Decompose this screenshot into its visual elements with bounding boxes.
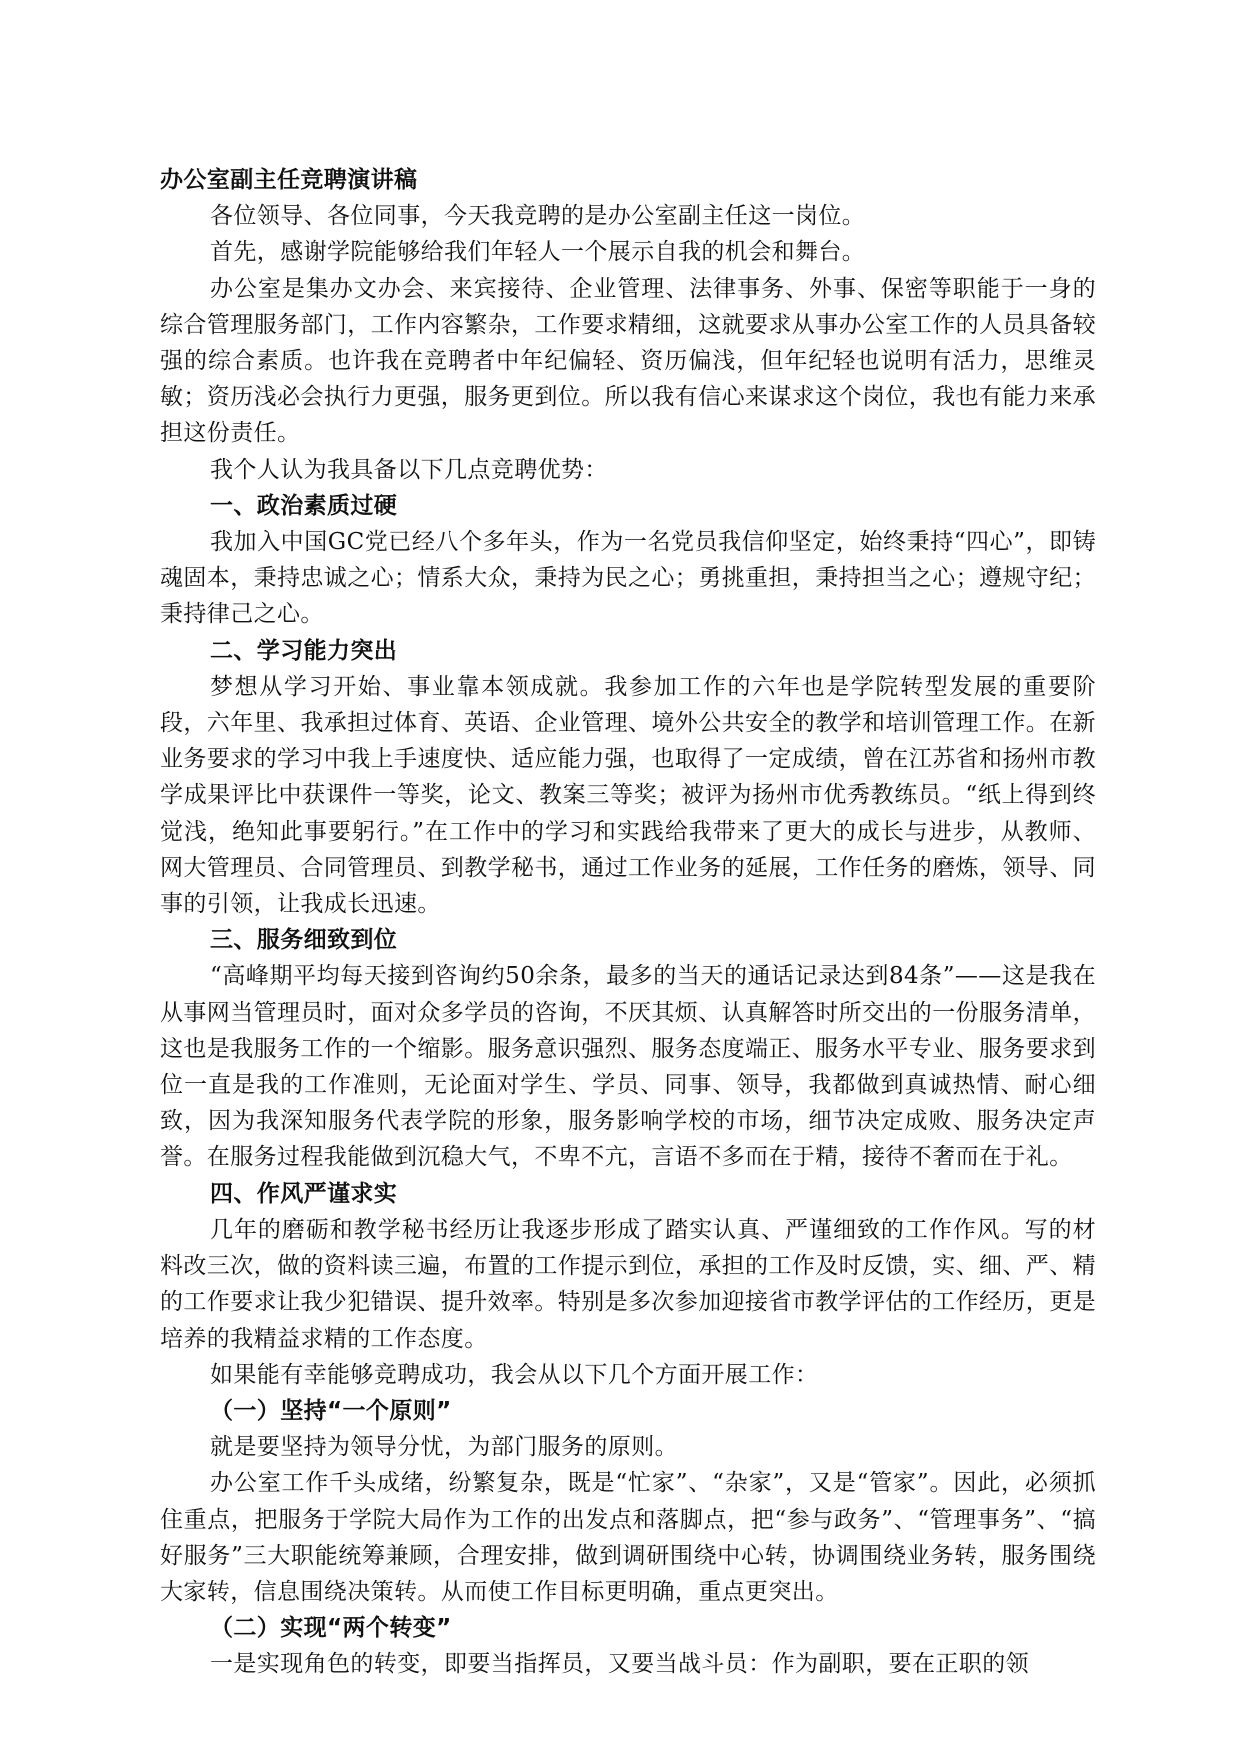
paragraph: 我加入中国GC党已经八个多年头，作为一名党员我信仰坚定，始终秉持“四心”，即铸魂固本，秉持忠诚之心；情系大众，秉持为民之心；勇挑重担，秉持担当之心；遵规守纪；秉持律己之心。	[160, 529, 1096, 628]
paragraph: 梦想从学习开始、事业靠本领成就。我参加工作的六年也是学院转型发展的重要阶段，六年里、我承担过体育、英语、企业管理、境外公共安全的教学和培训管理工作。在新业务要求的学习中我上手速度快、适应能力强，也取得了一定成绩，曾在江苏省和扬州市教学成果评比中获课件一等奖，论文、教案三等奖；被评为扬州市优秀教练员。“纸上得到终觉浅，绝知此事要躬行。”在工作中的学习和实践给我带来了更大的成长与进步，从教师、网大管理员、合同管理员、到教学秘书，通过工作业务的延展，工作任务的磨炼，领导、同事的引领，让我成长迅速。	[160, 673, 1096, 918]
paragraph: “高峰期平均每天接到咨询约50余条，最多的当天的通话记录达到84条”——这是我在从事网当管理员时，面对众多学员的咨询，不厌其烦、认真解答时所交出的一份服务清单，这也是我服务工作的一个缩影。服务意识强烈、服务态度端正、服务水平专业、服务要求到位一直是我的工作准则，无论面对学生、学员、同事、领导，我都做到真诚热情、耐心细致，因为我深知服务代表学院的形象，服务影响学校的市场，细节决定成败、服务决定声誉。在服务过程我能做到沉稳大气，不卑不亢，言语不多而在于精，接待不奢而在于礼。	[160, 963, 1096, 1171]
section-heading: 三、服务细致到位	[210, 927, 398, 954]
section-heading: （二）实现“两个转变”	[210, 1615, 452, 1642]
paragraph: 几年的磨砺和教学秘书经历让我逐步形成了踏实认真、严谨细致的工作作风。写的材料改三次，做的资料读三遍，布置的工作提示到位，承担的工作及时反馈，实、细、严、精的工作要求让我少犯错误、提升效率。特别是多次参加迎接省市教学评估的工作经历，更是培养的我精益求精的工作态度。	[160, 1216, 1096, 1352]
paragraph: 我个人认为我具备以下几点竞聘优势：	[210, 456, 608, 483]
section-heading: 二、学习能力突出	[210, 637, 398, 664]
document-title: 办公室副主任竞聘演讲稿	[160, 167, 418, 193]
paragraph: 就是要坚持为领导分忧，为部门服务的原则。	[210, 1434, 678, 1461]
paragraph: 如果能有幸能够竞聘成功，我会从以下几个方面开展工作：	[210, 1361, 819, 1388]
section-heading: 四、作风严谨求实	[210, 1180, 398, 1207]
paragraph: 一是实现角色的转变，即要当指挥员，又要当战斗员：作为副职，要在正职的领	[210, 1651, 1029, 1678]
paragraph: 办公室工作千头成绪，纷繁复杂，既是“忙家”、“杂家”，又是“管家”。因此，必须抓住重点，把服务于学院大局作为工作的出发点和落脚点，把“参与政务”、“管理事务”、“搞好服务”三大职能统筹兼顾，合理安排，做到调研围绕中心转，协调围绕业务转，服务围绕大家转，信息围绕决策转。从而使工作目标更明确，重点更突出。	[160, 1470, 1096, 1605]
section-heading: 一、政治素质过硬	[210, 492, 398, 519]
paragraph: 各位领导、各位同事，今天我竞聘的是办公室副主任这一岗位。	[210, 203, 866, 230]
section-heading: （一）坚持“一个原则”	[210, 1397, 452, 1424]
document-body	[160, 162, 1096, 1683]
paragraph: 首先，感谢学院能够给我们年轻人一个展示自我的机会和舞台。	[210, 239, 866, 266]
document-blocks	[160, 198, 1096, 1682]
paragraph: 办公室是集办文办会、来宾接待、企业管理、法律事务、外事、保密等职能于一身的综合管理服务部门，工作内容繁杂，工作要求精细，这就要求从事办公室工作的人员具备较强的综合素质。也许我在竞聘者中年纪偏轻、资历偏浅，但年纪轻也说明有活力，思维灵敏；资历浅必会执行力更强，服务更到位。所以我有信心来谋求这个岗位，我也有能力来承担这份责任。	[160, 275, 1096, 447]
